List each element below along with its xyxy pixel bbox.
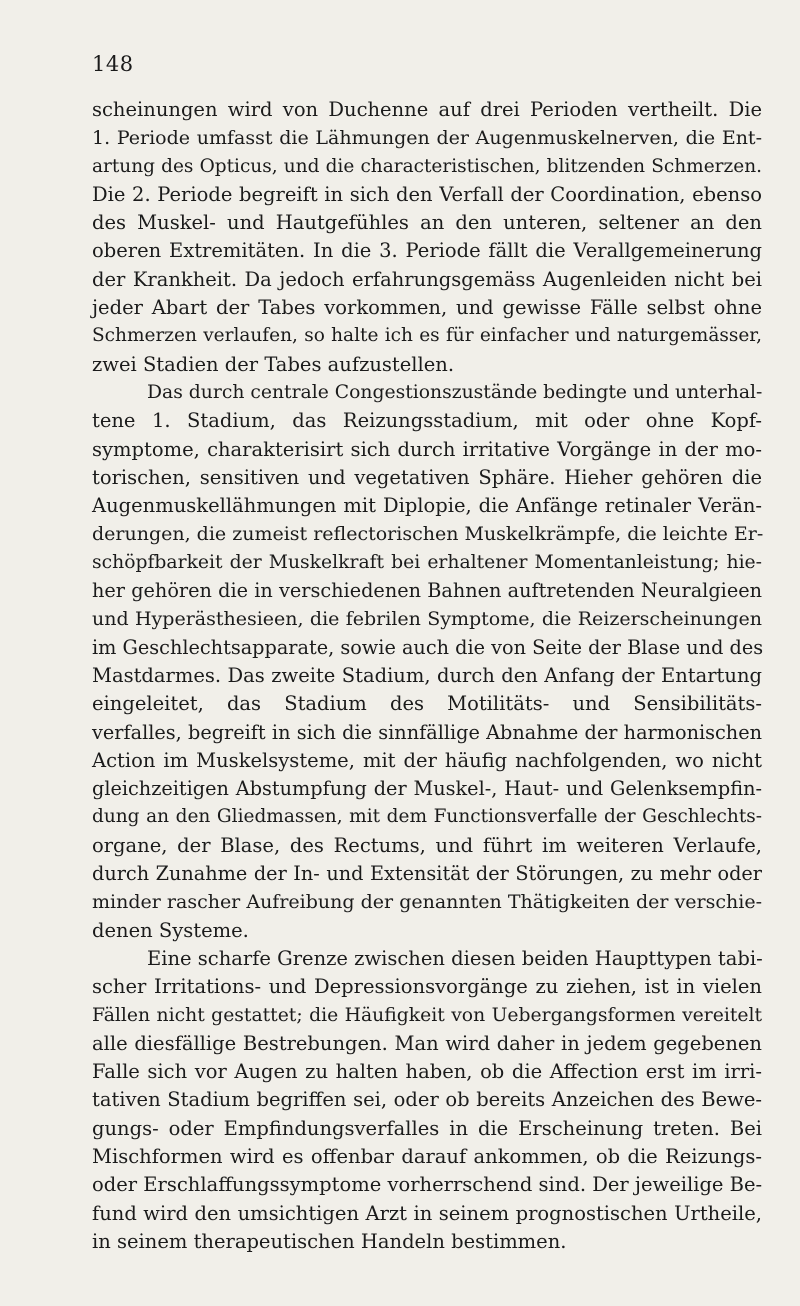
text-line: in seinem therapeutischen Handeln bestimmen. [92,1229,567,1253]
text-line: im Geschlechtsapparate, sowie auch die von Seite der Blase und des [92,635,764,659]
text-line: der Krankheit. Da jedoch erfahrungsgemäss Augenleiden nicht bei [92,267,762,291]
text-line: Fällen nicht gestattet; die Häufigkeit von Uebergangsformen vereitelt [92,1004,762,1026]
text-line: minder rascher Aufreibung der genannten Thätigkeiten der verschie- [92,891,762,914]
text-line: gungs- oder Empfindungsverfalles in die Erscheinung treten. Bei [92,1116,762,1140]
text-line: des Muskel- und Hautgefühles an den unteren, seltener an den [92,211,762,235]
text-line: denen Systeme. [92,918,249,942]
text-line: fund wird den umsichtigen Arzt in seinem prognostischen Urtheile, [92,1201,762,1225]
text-line: Mischformen wird es offenbar darauf ankommen, ob die Reizungs- [92,1144,762,1168]
text-line: Eine scharfe Grenze zwischen diesen beiden Haupttypen tabi- [147,946,763,970]
text-line: organe, der Blase, des Rectums, und führt im weiteren Verlaufe, [92,833,762,857]
text-line: tene 1. Stadium, das Reizungsstadium, mit oder ohne Kopf- [92,409,762,433]
text-line: oberen Extremitäten. In die 3. Periode fällt die Verallgemeinerung [92,239,762,263]
text-line: Augenmuskellähmungen mit Diplopie, die Anfänge retinaler Verän- [92,494,762,518]
text-line: Das durch centrale Congestionszustände bedingte und unterhal- [147,381,763,403]
text-line: zwei Stadien der Tabes aufzustellen. [92,352,455,376]
text-line: derungen, die zumeist reflectorischen Muskelkrämpfe, die leichte Er- [92,523,764,546]
text-line: eingeleitet, das Stadium des Motilitäts- und Sensibilitäts- [92,692,762,716]
text-line: Mastdarmes. Das zweite Stadium, durch den Anfang der Entartung [92,663,762,687]
text-line: Die 2. Periode begreift in sich den Verfall der Coordination, ebenso [92,182,762,206]
text-line: oder Erschlaffungssymptome vorherrschend sind. Der jeweilige Be- [92,1173,763,1197]
text-line: durch Zunahme der In- und Extensität der Störungen, zu mehr oder [92,862,762,886]
text-line: Falle sich vor Augen zu halten haben, ob die Affection erst im irri- [92,1060,762,1084]
text-line: scher Irritations- und Depressionsvorgänge zu ziehen, ist in vielen [92,975,762,999]
text-line: 1. Periode umfasst die Lähmungen der Augenmuskelnerven, die Ent- [92,127,762,150]
text-line: dung an den Gliedmassen, mit dem Functionsverfalle der Geschlechts- [92,806,762,828]
text-line: symptome, charakterisirt sich durch irritative Vorgänge in der mo- [92,437,762,461]
text-line: jeder Abart der Tabes vorkommen, und gewisse Fälle selbst ohne [92,296,762,320]
text-line: verfalles, begreift in sich die sinnfällige Abnahme der harmonischen [92,720,762,744]
text-line: gleichzeitigen Abstumpfung der Muskel-, Haut- und Gelenksempfin- [92,777,762,801]
text-line: schöpfbarkeit der Muskelkraft bei erhaltener Momentanleistung; hie- [92,551,762,573]
text-line: Action im Muskelsysteme, mit der häufig nachfolgenden, wo nicht [92,748,762,772]
text-line: scheinungen wird von Duchenne auf drei Perioden vertheilt. Die [92,98,762,121]
text-line: und Hyperästhesieen, die febrilen Symptome, die Reizerscheinungen [92,608,762,631]
page-number: 148 [92,52,134,76]
text-line: tativen Stadium begriffen sei, oder ob bereits Anzeichen des Bewe- [92,1088,762,1112]
text-line: alle diesfällige Bestrebungen. Man wird daher in jedem gegebenen [92,1031,762,1055]
text-line: Schmerzen verlaufen, so halte ich es für einfacher und naturgemässer, [92,325,762,347]
body-text [92,96,762,1256]
text-line: torischen, sensitiven und vegetativen Sphäre. Hieher gehören die [92,465,762,489]
text-line: her gehören die in verschiedenen Bahnen auftretenden Neuralgieen [92,579,762,603]
text-line: artung des Opticus, und die characteristischen, blitzenden Schmerzen. [92,155,762,177]
